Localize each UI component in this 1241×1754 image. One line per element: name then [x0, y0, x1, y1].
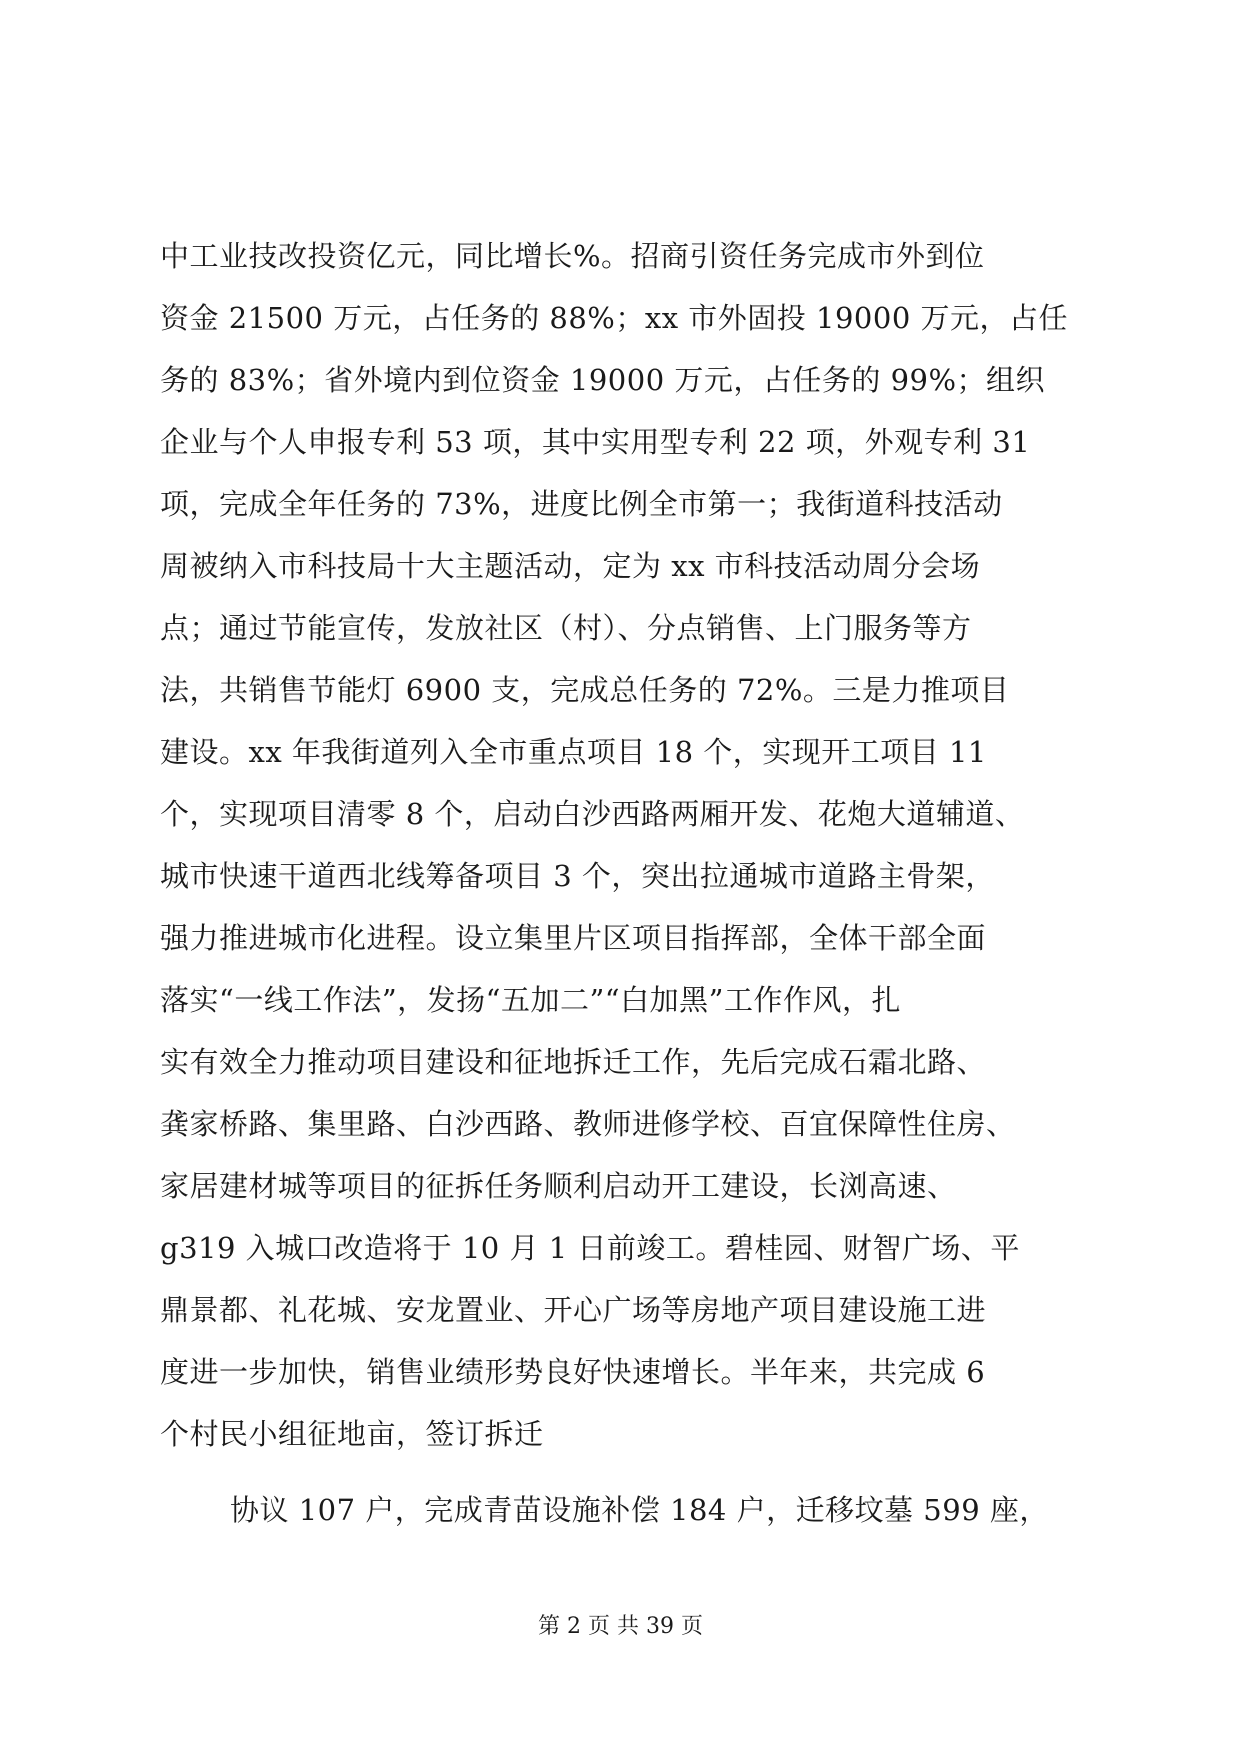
- text-line: 中工业技改投资亿元，同比增长%。招商引资任务完成市外到位: [160, 239, 985, 273]
- text-line: 龚家桥路、集里路、白沙西路、教师进修学校、百宜保障性住房、: [160, 1107, 1016, 1141]
- text-line: 企业与个人申报专利 53 项，其中实用型专利 22 项，外观专利 31: [160, 425, 1031, 459]
- text-line: 强力推进城市化进程。设立集里片区项目指挥部，全体干部全面: [160, 921, 987, 955]
- text-line: 家居建材城等项目的征拆任务顺利启动开工建设，长浏高速、: [160, 1169, 957, 1203]
- text-line: g319 入城口改造将于 10 月 1 日前竣工。碧桂园、财智广场、平: [160, 1231, 1020, 1265]
- page-footer: [0, 1612, 1241, 1642]
- text-line: 鼎景都、礼花城、安龙置业、开心广场等房地产项目建设施工进: [160, 1293, 987, 1327]
- document-body: [160, 225, 1100, 1541]
- paragraph-1: [160, 225, 1100, 1465]
- paragraph-2: [160, 1479, 1100, 1541]
- text-line: 项，完成全年任务的 73%，进度比例全市第一；我街道科技活动: [160, 487, 1003, 521]
- text-line: 协议 107 户，完成青苗设施补偿 184 户，迁移坟墓 599 座，: [230, 1493, 1049, 1527]
- text-line: 落实“一线工作法”，发扬“五加二”“白加黑”工作作风，扎: [160, 983, 901, 1017]
- text-line: 度进一步加快，销售业绩形势良好快速增长。半年来，共完成 6: [160, 1355, 986, 1389]
- text-line: 务的 83%；省外境内到位资金 19000 万元，占任务的 99%；组织: [160, 363, 1046, 397]
- text-line: 资金 21500 万元，占任务的 88%；xx 市外固投 19000 万元，占任: [160, 301, 1068, 335]
- page-number: 第 2 页 共 39 页: [538, 1614, 703, 1639]
- text-line: 周被纳入市科技局十大主题活动，定为 xx 市科技活动周分会场: [160, 549, 981, 583]
- text-line: 个，实现项目清零 8 个，启动白沙西路两厢开发、花炮大道辅道、: [160, 797, 1025, 831]
- text-line: 点；通过节能宣传，发放社区（村）、分点销售、上门服务等方: [160, 611, 972, 645]
- text-line: 建设。xx 年我街道列入全市重点项目 18 个，实现开工项目 11: [160, 735, 987, 769]
- text-line: 个村民小组征地亩，签订拆迁: [160, 1417, 544, 1451]
- text-line: 城市快速干道西北线筹备项目 3 个，突出拉通城市道路主骨架，: [160, 859, 995, 893]
- text-line: 实有效全力推动项目建设和征地拆迁工作，先后完成石霜北路、: [160, 1045, 987, 1079]
- text-line: 法，共销售节能灯 6900 支，完成总任务的 72%。三是力推项目: [160, 673, 1010, 707]
